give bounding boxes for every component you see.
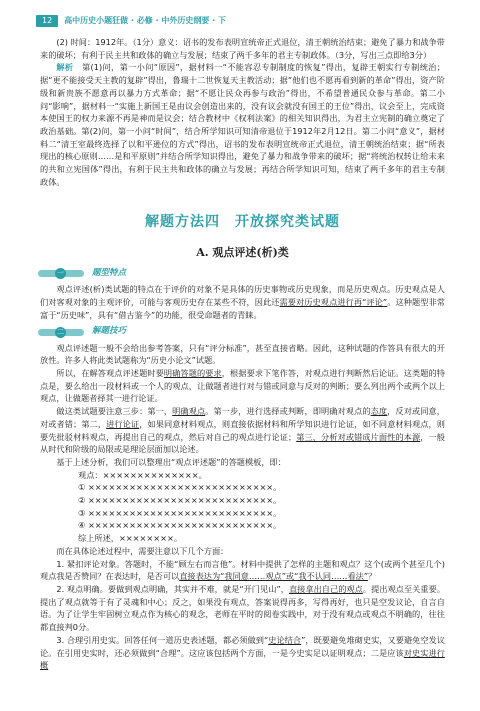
page-number: 12 xyxy=(36,15,58,27)
template-line: 综上所述，××××××××。 xyxy=(78,533,183,544)
tag-number: 一 xyxy=(57,269,64,278)
text: 2. 观点明确。要做到观点明确，其实并不难，就是“开门见山”， xyxy=(56,583,289,594)
highlight: 对史实进行概 xyxy=(40,647,445,671)
sub-title: A. 观点评述(析)类 xyxy=(196,246,289,260)
highlight: 明确答题的要求 xyxy=(163,368,222,379)
answer-paragraph: (2) 时间：1912年。（1分）意义：诏书的发布表明宣统帝正式退位，清王朝统治结束；避免了暴力和战争带来的破坏；有利于民主共和政体的确立与发展；结束了两千多年的君主专制政体。（3分，写出三点即给3分） xyxy=(40,37,445,60)
highlight: 态度 xyxy=(370,406,388,417)
point-1 xyxy=(40,558,445,583)
text: 。提出观点至关重要。提出了观点就等于有了灵魂和中心；反之，如果没有观点，答案说得再多，写得再好，也只是空发议论，自言自语。为了让学生牢固树立观点作为核心的观念，老师在平时的阅卷实践中，对于没有观点或观点不明确的，往往都直接判0分。 xyxy=(40,583,445,633)
template-line: ④ ×××××××××××××××××××××××××××。 xyxy=(78,520,282,531)
analysis-label: 解析 xyxy=(56,62,74,73)
tag-label: 解题技巧 xyxy=(92,326,127,337)
analysis-text: 第(1)问，第一小问“原因”，据材料一“不能容忍专制制度的恢复”得出，复辟王朝实行专制统治；据“更不能接受天主教的复辟”得出，鲁瑞十二世恢复天主教活动；据“他们也不愿再看到新的革命”得出，资产阶级和新贵族不愿意再以暴力方式革命；据“不愿让民众再参与政治”得出，不希望普通民众参与革命。第二小问“影响”，据材料一“实施上新国王是由议会创造出来的，没有议会就没有国王的王位”得出，议会至上，完成资本使国王的权力来源不再是神而是议会；结合教材中《权利法案》的相关知识得出，为君主立宪制的确立奠定了政治基础。第(2)问，第一小问“时间”，结合所学知识可知清帝退位于1912年2月12日。第二小问“意义”，据材料二“清王室最终选择了以和平逊位的方式”得出，诏书的发布表明宣统帝正式退位，清王朝统治结束；据“所表现出的核心原则……是和平原则”并结合所学知识得出，避免了暴力和战争带来的破坏；据“将统治权转让给未来的共和立宪国体”得出，有利于民主共和政体的确立与发展；再结合所学知识可知，结束了两千多年的君主专制政体。 xyxy=(40,62,445,187)
text: ，根据要求下笔作答，对观点进行判断然后论证。这类题的特点是，要么给出一段材料或一个人的观点，让做题者进行对与错或同意与反对的判断；要么列出两个或两个以上观点，让做题者择其一进行论证。 xyxy=(40,368,445,404)
template-line: ① ×××××××××××××××××××××××××××。 xyxy=(78,482,282,493)
template-intro: 基于上述分析，我们可以整理出“观点评述题”的答题模板，即： xyxy=(56,456,286,467)
section-tag-features xyxy=(38,267,445,280)
template-line: 观点：××××××××××××××。 xyxy=(78,469,207,480)
highlight: 史论结合 xyxy=(268,634,302,645)
tag-number: 二 xyxy=(57,327,64,336)
point-3 xyxy=(40,634,445,672)
page-content xyxy=(40,36,445,672)
text: 做这类试题要注意三步：第一， xyxy=(56,406,173,417)
process-intro: 而在具体论述过程中，需要注意以下几个方面： xyxy=(56,545,229,556)
template-line: ② ×××××××××××××××××××××××××××。 xyxy=(78,495,282,506)
tag-badge xyxy=(38,327,84,338)
text: ，如果同意材料观点，则直接依据材料和所学知识进行论证，如不同意材料观点，则要先批驳材料观点，再提出自己的观点，然后对自己的观点进行论证； xyxy=(40,418,445,442)
text: 所以，在解答观点评述题时要 xyxy=(56,368,164,379)
text: ？ xyxy=(368,571,377,582)
text: 3. 合理引用史实。回答任何一道历史表述题，都必须做到“ xyxy=(56,634,269,645)
highlight: 进行论证 xyxy=(106,418,140,429)
tag-label: 题型特点 xyxy=(92,268,127,279)
answer-template xyxy=(78,469,445,545)
text: 观点评述(析)类试题的特点在于评价的对象不是具体的历史事物或历史现象，而是历史观点。历史观点是人们对客观对象的主观评价，可能与客观历史存在某些不符，因此还 xyxy=(40,284,445,308)
text: ”，既要避免堆砌史实，又要避免空发议论。在引用史实时，还必须做到“合理”。这应该包括两个方面，一是今史实足以证明观点；二是应该 xyxy=(40,634,445,658)
section-title: 解题方法四 开放探究类试题 xyxy=(145,214,340,231)
highlight: 明确观点 xyxy=(172,406,206,417)
section-tag-techniques xyxy=(38,325,445,338)
features-paragraph xyxy=(40,283,445,321)
text: 1. 紧扣评论对象。答题时，不能“顾左右而言他”。材料中提供了怎样的主题和观点？这个(或两个甚至几个)观点我是否赞同？在表达时，是否可以 xyxy=(40,558,445,582)
book-title: 高中历史小题狂做 · 必修 · 中外历史纲要 · 下 xyxy=(64,15,227,25)
highlight: 第三，分析对或错成片面性的本源 xyxy=(296,431,421,442)
point-2 xyxy=(40,583,445,634)
highlight: 直接拿出自己的观点 xyxy=(288,583,363,594)
text: ，一般从时代和阶级的局限或是理论层面加以论述。 xyxy=(40,431,445,455)
text: 。这种题型非常富于“历史味”，具有“借古鉴今”的功能，很受命题者的青睐。 xyxy=(40,297,445,320)
page-header xyxy=(36,14,226,28)
highlight: 需要对历史观点进行再“评论” xyxy=(279,297,388,308)
text: ，反对或同意，对或者错；第二， xyxy=(40,406,445,429)
analysis-paragraph xyxy=(40,61,445,188)
technique-paragraph-1: 观点评述题一般不会给出参考答案，只有“评分标准”，甚至直接省略。因此，这种试题的作答具有很大的开放性。许多人将此类试题称为“历史小论文”试题。 xyxy=(40,342,445,366)
highlight: 直接表达为“我同意……观点”或“我不认同……看法” xyxy=(179,571,369,582)
technique-paragraph-3 xyxy=(40,405,445,456)
technique-paragraph-2 xyxy=(40,367,445,405)
tag-badge xyxy=(38,268,84,279)
text: 。第一步，进行选择或判断，即明确对观点的 xyxy=(205,406,371,417)
template-line: ③ ×××××××××××××××××××××××××××。 xyxy=(78,507,282,518)
